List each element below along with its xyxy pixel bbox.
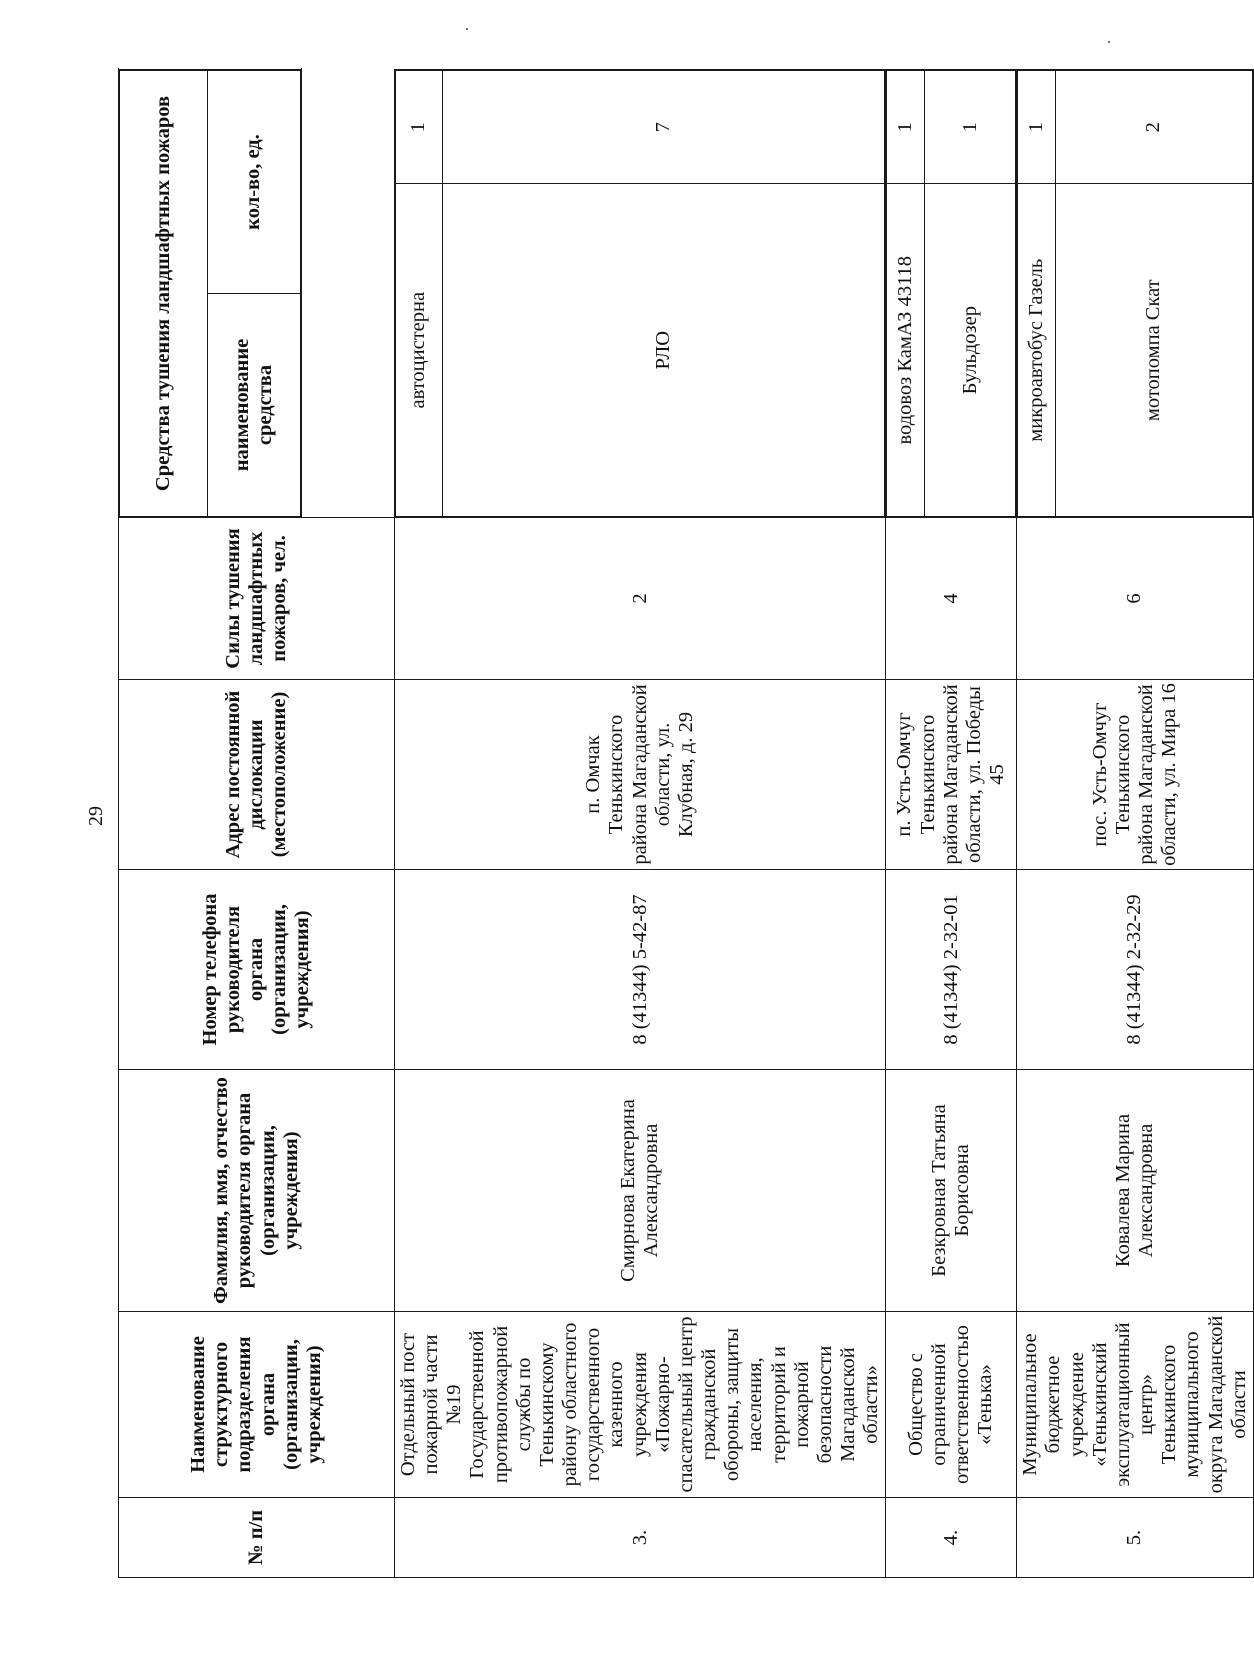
header-org: Наименование структурного подразделения органа (организации, учреждения) (119, 1312, 395, 1498)
means-name: водовоз КамАЗ 43118 (887, 184, 925, 517)
means-name: микроавтобус Газель (1018, 184, 1056, 517)
header-means-inner (119, 70, 301, 517)
row-address: пос. Усть-Омчуг Тенькинского района Магаданской области, ул. Мира 16 (1017, 680, 1254, 870)
row-address: п. Омчак Тенькинского района Магаданской области, ул. Клубная, д. 29 (395, 680, 886, 870)
row-forces: 2 (395, 518, 886, 680)
means-name: РЛО (443, 184, 885, 517)
row-head: Безкровная Татьяна Борисовна (886, 1070, 1017, 1312)
header-head: Фамилия, имя, отчество руководителя органа (организации, учреждения) (119, 1070, 395, 1312)
row-address: п. Усть-Омчуг Тенькинского района Магаданской области, ул. Победы 45 (886, 680, 1017, 870)
means-qty: 2 (1056, 71, 1253, 184)
row-phone: 8 (41344) 2-32-01 (886, 870, 1017, 1070)
means-qty: 1 (1018, 71, 1056, 184)
means-name: мотопомпа Скат (1056, 184, 1253, 517)
row-forces: 6 (1017, 518, 1254, 680)
means-qty: 7 (443, 71, 885, 184)
page-number: 29 (85, 806, 107, 826)
header-means-title: Средства тушения ландшафтных пожаров (120, 71, 208, 517)
row-means-inner (1017, 70, 1253, 517)
header-phone: Номер телефона руководителя органа (организации, учреждения) (119, 870, 395, 1070)
scan-speck (466, 28, 468, 30)
row-num: 5. (1017, 1498, 1254, 1578)
row-org: Общество с ограниченной ответственностью «Тенька» (886, 1312, 1017, 1498)
row-org: Отдельный пост пожарной части №19 Государственной противопожарной службы по Тенькинскому району областного государственного казенного учреждения «Пожарно-спасательный центр гражданской обороны, защиты населения, территорий и пожарной безопасности Магаданской области» (395, 1312, 886, 1498)
means-qty: 1 (887, 71, 925, 184)
row-means (395, 70, 886, 518)
row-means-inner (886, 70, 1016, 517)
row-means (886, 70, 1017, 518)
header-address: Адрес постоянной дислокации (местоположение) (119, 680, 395, 870)
fire-forces-table (118, 69, 1254, 1578)
scan-speck (1108, 41, 1110, 43)
row-phone: 8 (41344) 2-32-29 (1017, 870, 1254, 1070)
table-row (886, 70, 1017, 1578)
row-num: 3. (395, 1498, 886, 1578)
table-row (395, 70, 886, 1578)
row-head: Ковалева Марина Александровна (1017, 1070, 1254, 1312)
means-name: автоцистерна (396, 184, 443, 517)
header-forces: Силы тушения ландшафтных пожаров, чел. (119, 518, 395, 680)
rotated-table-wrapper (118, 70, 1250, 1578)
row-num: 4. (886, 1498, 1017, 1578)
header-num: № п/п (119, 1498, 395, 1578)
row-means-inner (395, 70, 885, 517)
row-org: Муниципальное бюджетное учреждение «Тенькинский эксплуатационный центр» Тенькинского муниципального округа Магаданской области (1017, 1312, 1254, 1498)
header-means-name: наименование средства (208, 294, 301, 517)
row-phone: 8 (41344) 5-42-87 (395, 870, 886, 1070)
means-name: Бульдозер (925, 184, 1016, 517)
header-means (119, 70, 302, 518)
means-qty: 1 (925, 71, 1016, 184)
header-means-qty: кол-во, ед. (208, 71, 301, 294)
table-row (1017, 70, 1254, 1578)
means-qty: 1 (396, 71, 443, 184)
row-forces: 4 (886, 518, 1017, 680)
row-means (1017, 70, 1254, 518)
row-head: Смирнова Екатерина Александровна (395, 1070, 886, 1312)
